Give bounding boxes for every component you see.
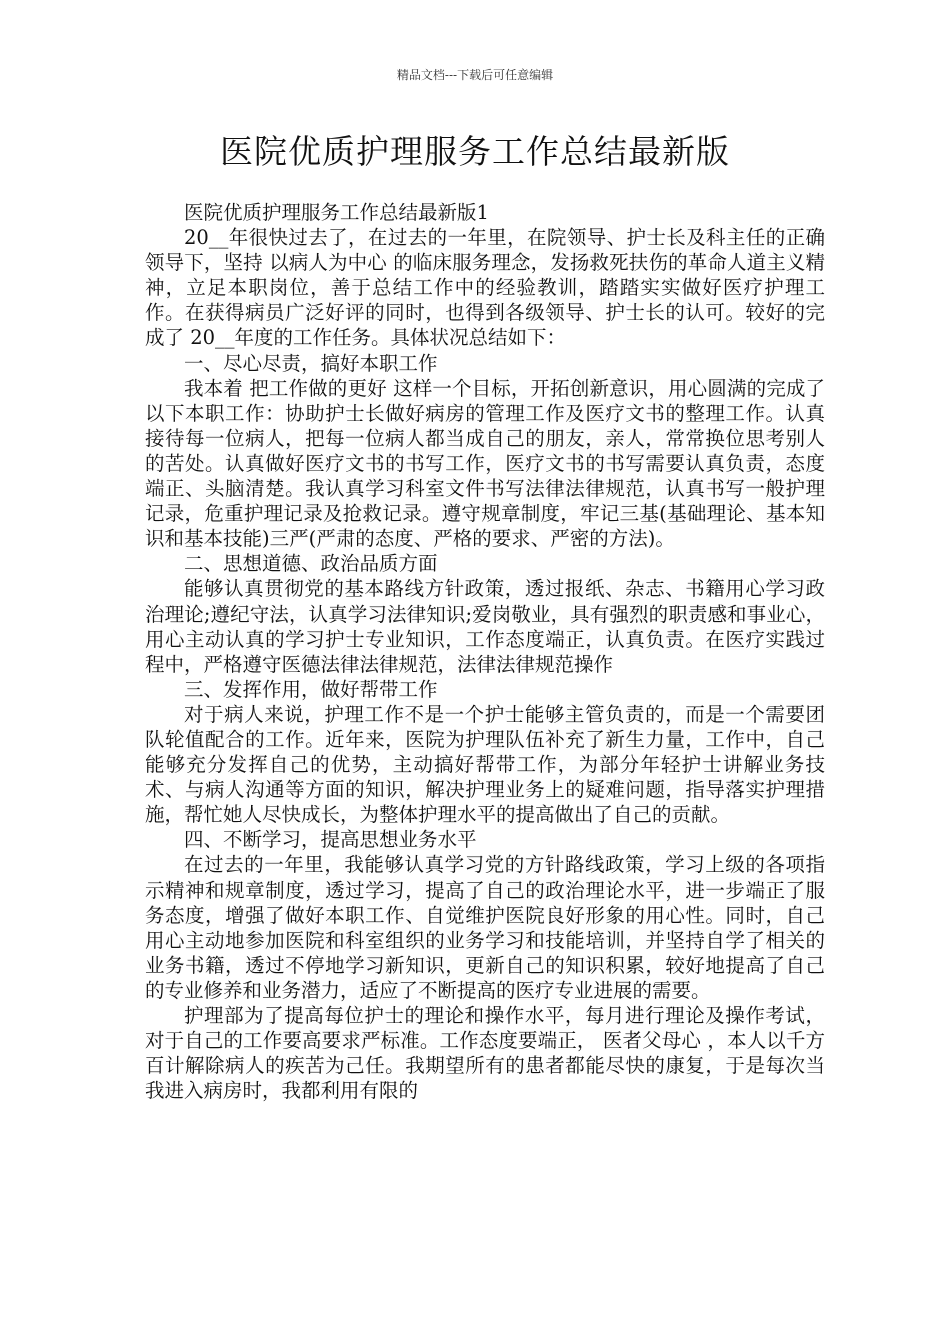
section-heading-2: 二、思想道德、政治品质方面 xyxy=(184,552,438,576)
section-heading-1: 一、尽心尽责，搞好本职工作 xyxy=(184,351,438,375)
paragraph-subtitle: 医院优质护理服务工作总结最新版1 xyxy=(184,201,489,224)
paragraph-section-2: 能够认真贯彻党的基本路线方针政策，透过报纸、杂志、书籍用心学习政治理论;遵纪守法，认真学习法律知识;爱岗敬业，具有强烈的职责感和事业心，用心主动认真的学习护士专业知识，工作态度端正，认真负责。在医疗实践过程中，严格遵守医德法律法律规范，法律法律规范操作 xyxy=(145,577,825,676)
section-heading-3: 三、发挥作用，做好帮带工作 xyxy=(184,677,438,701)
paragraph-section-4b: 护理部为了提高每位护士的理论和操作水平，每月进行理论及操作考试，对于自己的工作要高要求严标准。工作态度要端正， 医者父母心 ，本人以千方百计解除病人的疾苦为己任。我期望所有的患者都能尽快的康复，于是每次当我进入病房时，我都利用有限的 xyxy=(145,1004,825,1103)
paragraph-section-4: 在过去的一年里，我能够认真学习党的方针路线政策，学习上级的各项指示精神和规章制度，透过学习，提高了自己的政治理论水平，进一步端正了服务态度，增强了做好本职工作、自觉维护医院良好形象的用心性。同时，自己用心主动地参加医院和科室组织的业务学习和技能培训，并坚持自学了相关的业务书籍，透过不停地学习新知识，更新自己的知识积累，较好地提高了自己的专业修养和业务潜力，适应了不断提高的医疗专业进展的需要。 xyxy=(145,853,825,1002)
paragraph-section-3: 对于病人来说，护理工作不是一个护士能够主管负责的，而是一个需要团队轮值配合的工作。近年来，医院为护理队伍补充了新生力量，工作中，自己能够充分发挥自己的优势，主动搞好帮带工作，为部分年轻护士讲解业务技术、与病人沟通等方面的知识，解决护理业务上的疑难问题，指导落实护理措施，帮忙她人尽快成长，为整体护理水平的提高做出了自己的贡献。 xyxy=(145,702,825,827)
section-heading-4: 四、不断学习，提高思想业务水平 xyxy=(184,828,477,852)
paragraph-intro: 20__年很快过去了，在过去的一年里，在院领导、护士长及科主任的正确领导下，坚持 以病人为中心 的临床服务理念，发扬救死扶伤的革命人道主义精神，立足本职岗位，善于总结工作中的经验教训，踏踏实实做好医疗护理工作。在获得病员广泛好评的同时，也得到各级领导、护士长的认可。较好的完成了 20__年度的工作任务。具体状况总结如下： xyxy=(145,226,825,350)
header-note: 精品文档---下载后可任意编辑 xyxy=(396,68,554,82)
paragraph-section-1: 我本着 把工作做的更好 这样一个目标，开拓创新意识，用心圆满的完成了以下本职工作：协助护士长做好病房的管理工作及医疗文书的整理工作。认真接待每一位病人，把每一位病人都当成自己的朋友，亲人，常常换位思考别人的苦处。认真做好医疗文书的书写工作，医疗文书的书写需要认真负责，态度端正、头脑清楚。我认真学习科室文件书写法律法律规范，认真书写一般护理记录，危重护理记录及抢救记录。遵守规章制度，牢记三基(基础理论、基本知识和基本技能)三严(严肃的态度、严格的要求、严密的方法)。 xyxy=(145,376,825,551)
document-body xyxy=(145,200,825,1103)
document-title: 医院优质护理服务工作总结最新版 xyxy=(220,132,730,171)
